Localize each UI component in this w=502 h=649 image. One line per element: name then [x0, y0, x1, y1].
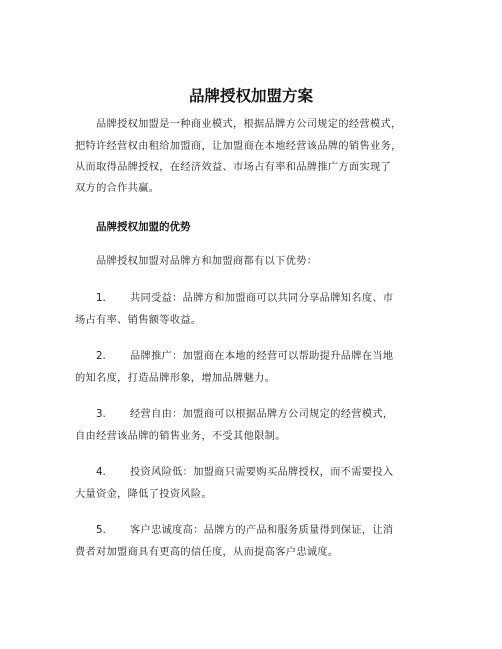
intro-line: 双方的合作共赢。 [75, 183, 160, 194]
item-text-line: 品牌推广：加盟商在本地的经营可以帮助提升品牌在当地 [130, 351, 394, 362]
item-text-line: 场占有率、销售额等收益。 [75, 315, 202, 326]
item-text-line: 费者对加盟商具有更高的信任度，从而提高客户忠诚度。 [75, 547, 339, 558]
item-text-line: 经营自由：加盟商可以根据品牌方公司规定的经营模式， [130, 409, 394, 420]
item-number: 1. [96, 293, 106, 304]
item-text-line: 的知名度，打造品牌形象，增加品牌魅力。 [75, 373, 276, 384]
section-heading: 品牌授权加盟的优势 [96, 221, 191, 233]
document-title: 品牌授权加盟方案 [188, 87, 313, 105]
item-number: 4. [96, 467, 106, 478]
item-text-line: 自由经营该品牌的销售业务，不受其他限制。 [75, 431, 286, 442]
section-intro: 品牌授权加盟对品牌方和加盟商都有以下优势： [96, 256, 318, 267]
item-text-line: 大量资金，降低了投资风险。 [75, 489, 212, 500]
item-text-line: 共同受益：品牌方和加盟商可以共同分享品牌知名度、市 [130, 293, 394, 304]
intro-line: 从而取得品牌授权，在经济效益、市场占有率和品牌推广方面实现了 [75, 162, 392, 173]
intro-line: 把特许经营权由租给加盟商，让加盟商在本地经营该品牌的销售业务， [75, 141, 402, 152]
item-text-line: 投资风险低：加盟商只需要购买品牌授权，而不需要投入 [130, 467, 394, 478]
intro-line: 品牌授权加盟是一种商业模式，根据品牌方公司规定的经营模式， [96, 119, 402, 130]
item-number: 3. [96, 409, 106, 420]
item-text-line: 客户忠诚度高：品牌方的产品和服务质量得到保证，让消 [130, 525, 394, 536]
item-number: 2. [96, 351, 106, 362]
item-number: 5. [96, 525, 106, 536]
